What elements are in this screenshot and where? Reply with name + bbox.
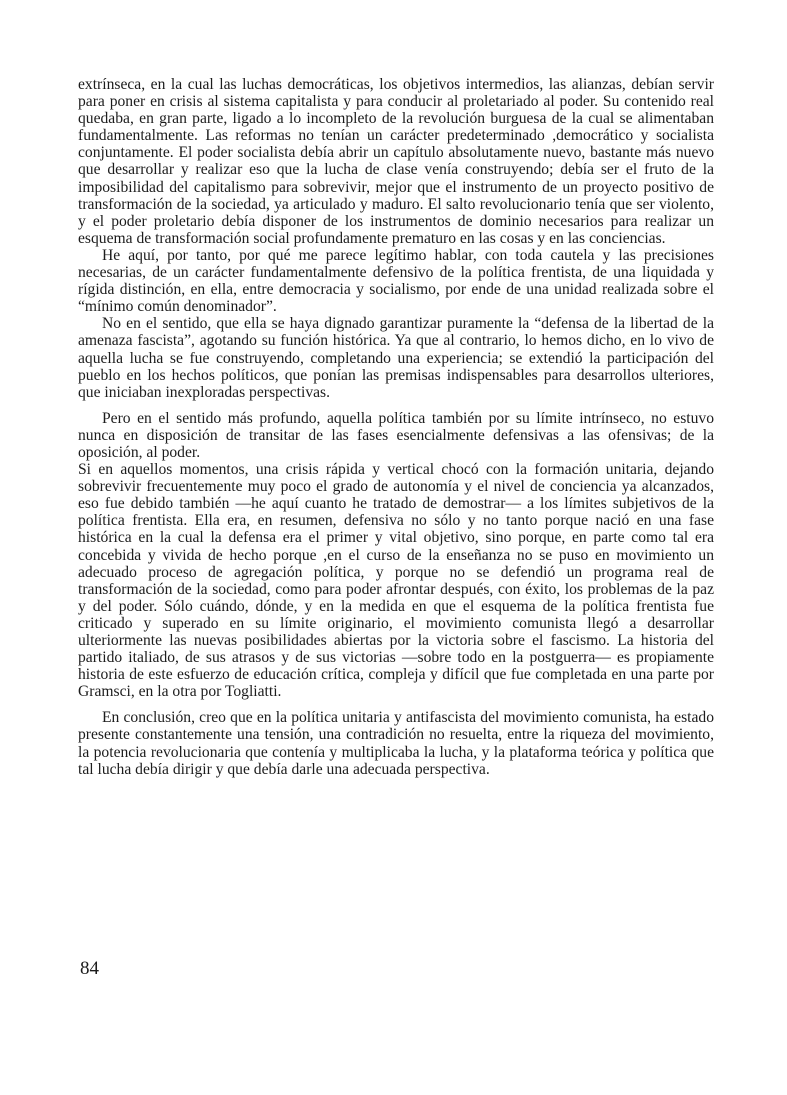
paragraph-3: No en el sentido, que ella se haya dignado garantizar puramente la “defensa de la libertad de la amenaza fascista”, agotando su función histórica. Ya que al contrario, lo hemos dicho, en lo vivo de aquella lucha se fue construyendo, completando una experiencia; se extendió la participación del pueblo en los hechos políticos, que ponían las premisas indispensables para desarrollos ulteriores, que iniciaban inexploradas perspectivas.	[78, 315, 714, 401]
paragraph-5: Si en aquellos momentos, una crisis rápida y vertical chocó con la formación unitaria, dejando sobrevivir frecuentemente muy poco el grado de autonomía y el nivel de conciencia ya alcanzados, eso fue debido también —he aquí cuanto he tratado de demostrar— a los límites subjetivos de la política frentista. Ella era, en resumen, defensiva no sólo y no tanto porque nació en una fase histórica en la cual la defensa era el primer y vital objetivo, sino porque, en parte como tal era concebida y vivida de hecho porque ,en el curso de la enseñanza no se puso en movimiento un adecuado proceso de agregación política, y porque no se defendió un programa real de transformación de la sociedad, como para poder afrontar después, con éxito, los problemas de la paz y del poder. Sólo cuándo, dónde, y en la medida en que el esquema de la política frentista fue criticado y superado en su límite originario, el movimiento comunista llegó a desarrollar ulteriormente las nuevas posibilidades abiertas por la victoria sobre el fascismo. La historia del partido italiado, de sus atrasos y de sus victorias —sobre todo en la postguerra— es propiamente historia de este esfuerzo de educación crítica, compleja y difícil que fue completada en una parte por Gramsci, en la otra por Togliatti.	[78, 461, 714, 701]
paragraph-1: extrínseca, en la cual las luchas democráticas, los objetivos intermedios, las alianzas, debían servir para poner en crisis al sistema capitalista y para conducir al proletariado al poder. Su contenido real quedaba, en gran parte, ligado a lo incompleto de la revolución burguesa de la cual se alimentaban fundamentalmente. Las reformas no tenían un carácter predeterminado ,democrático y socialista conjuntamente. El poder socialista debía abrir un capítulo absolutamente nuevo, bastante más nuevo que desarrollar y realizar eso que la lucha de clase venía construyendo; debía ser el fruto de la imposibilidad del capitalismo para sobrevivir, mejor que el instrumento de un proyecto positivo de transformación de la sociedad, ya articulado y maduro. El salto revolucionario tenía que ser violento, y el poder proletario debía disponer de los instrumentos de dominio necesarios para realizar un esquema de transformación social profundamente prematuro en las cosas y en las conciencias.	[78, 76, 714, 247]
paragraph-6: En conclusión, creo que en la política unitaria y antifascista del movimiento comunista, ha estado presente constantemente una tensión, una contradición no resuelta, entre la riqueza del movimiento, la potencia revolucionaria que contenía y multiplicaba la lucha, y la plataforma teórica y política que tal lucha debía dirigir y que debía darle una adecuada perspectiva.	[78, 709, 714, 778]
paragraph-4: Pero en el sentido más profundo, aquella política también por su límite intrínseco, no estuvo nunca en disposición de transitar de las fases esencialmente defensivas a las ofensivas; de la oposición, al poder.	[78, 409, 714, 461]
paragraph-2: He aquí, por tanto, por qué me parece legítimo hablar, con toda cautela y las precisiones necesarias, de un carácter fundamentalmente defensivo de la política frentista, de una liquidada y rígida distinción, en ella, entre democracia y socialismo, por ende de una unidad realizada sobre el “mínimo común denominador”.	[78, 246, 714, 316]
page-number: 84	[80, 958, 99, 979]
page-body	[78, 76, 714, 778]
